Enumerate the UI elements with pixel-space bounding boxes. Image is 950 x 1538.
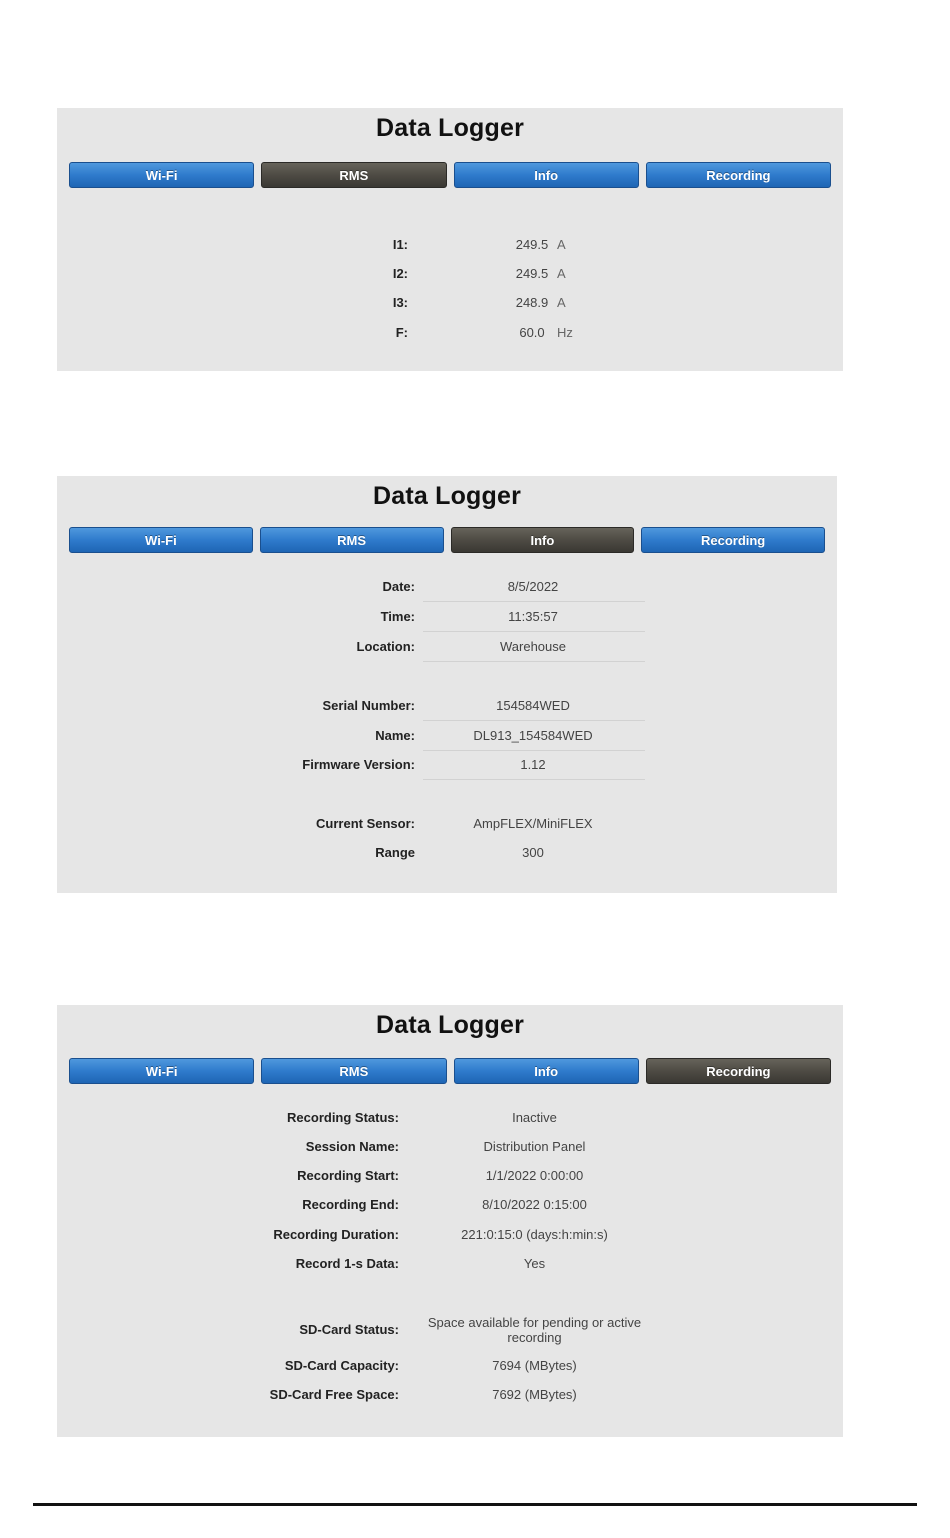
tab-bar: [69, 1058, 831, 1084]
rec-value: Yes: [523, 1256, 546, 1271]
info-row-name: [57, 728, 837, 758]
rec-row-sd-status: [57, 1315, 843, 1349]
info-value: 11:35:57: [508, 609, 558, 624]
rec-label: SD-Card Status:: [299, 1322, 399, 1337]
info-row-time: [57, 609, 837, 639]
info-row-date: [57, 579, 837, 609]
info-label: Serial Number:: [322, 698, 415, 713]
row-divider: [423, 720, 645, 721]
tab-rms[interactable]: RMS: [260, 527, 444, 553]
tab-bar: [69, 162, 831, 188]
rec-label: SD-Card Capacity:: [284, 1358, 399, 1373]
rec-row-end: [57, 1197, 843, 1227]
rms-label: F:: [395, 325, 408, 340]
row-divider: [423, 750, 645, 751]
info-label: Current Sensor:: [316, 816, 415, 831]
rec-label: Recording Status:: [287, 1110, 399, 1125]
tab-wifi[interactable]: Wi-Fi: [69, 1058, 254, 1084]
rms-value: 249.5: [515, 266, 549, 281]
rec-row-duration: [57, 1227, 843, 1257]
rec-row-start: [57, 1168, 843, 1198]
tab-info[interactable]: Info: [451, 527, 635, 553]
tab-info[interactable]: Info: [454, 162, 639, 188]
panel-title: Data Logger: [375, 114, 525, 142]
rms-label: I2:: [392, 266, 408, 281]
tab-recording[interactable]: Recording: [646, 162, 831, 188]
rms-row-f: [57, 325, 843, 355]
tab-wifi[interactable]: Wi-Fi: [69, 527, 253, 553]
tab-bar: [69, 527, 825, 553]
rec-row-sd-capacity: [57, 1358, 843, 1388]
panel-title: Data Logger: [372, 482, 522, 510]
info-value: 8/5/2022: [507, 579, 559, 594]
rms-unit: A: [557, 266, 566, 281]
rms-value: 60.0: [519, 325, 545, 340]
rms-value: 248.9: [515, 295, 549, 310]
info-row-location: [57, 639, 837, 669]
rec-value: 7694 (MBytes): [492, 1358, 577, 1373]
rec-label: SD-Card Free Space:: [269, 1387, 399, 1402]
info-label: Name:: [375, 728, 415, 743]
info-row-firmware: [57, 757, 837, 787]
rec-row-session: [57, 1139, 843, 1169]
tab-info[interactable]: Info: [454, 1058, 639, 1084]
rec-label: Recording Duration:: [273, 1227, 399, 1242]
rms-label: I1:: [392, 237, 408, 252]
rec-label: Recording Start:: [297, 1168, 399, 1183]
rec-label: Recording End:: [302, 1197, 399, 1212]
info-value: 154584WED: [496, 698, 570, 713]
rec-label: Record 1-s Data:: [295, 1256, 399, 1271]
recording-panel: [57, 1005, 843, 1437]
rec-row-sd-free: [57, 1387, 843, 1417]
info-row-sensor: [57, 816, 837, 846]
info-row-range: [57, 845, 837, 875]
rms-row-i2: [57, 266, 843, 296]
rms-unit: A: [557, 295, 566, 310]
info-label: Location:: [356, 639, 415, 654]
info-label: Time:: [380, 609, 415, 624]
rec-value: 1/1/2022 0:00:00: [485, 1168, 584, 1183]
info-value: Warehouse: [500, 639, 566, 654]
rec-value: Space available for pending or active recording: [427, 1315, 642, 1345]
rms-value: 249.5: [515, 237, 549, 252]
info-panel: [57, 476, 837, 893]
rms-panel: [57, 108, 843, 371]
rec-label: Session Name:: [305, 1139, 399, 1154]
tab-rms[interactable]: RMS: [261, 1058, 446, 1084]
info-row-serial: [57, 698, 837, 728]
rec-value: Distribution Panel: [483, 1139, 586, 1154]
info-value: DL913_154584WED: [473, 728, 593, 743]
rec-row-status: [57, 1110, 843, 1140]
row-divider: [423, 779, 645, 780]
rec-row-1s-data: [57, 1256, 843, 1286]
rec-value: Inactive: [512, 1110, 557, 1125]
info-label: Date:: [382, 579, 415, 594]
row-divider: [423, 601, 645, 602]
info-value: AmpFLEX/MiniFLEX: [473, 816, 593, 831]
info-label: Firmware Version:: [302, 757, 415, 772]
rms-unit: A: [557, 237, 566, 252]
tab-recording[interactable]: Recording: [641, 527, 825, 553]
rms-row-i1: [57, 237, 843, 267]
tab-wifi[interactable]: Wi-Fi: [69, 162, 254, 188]
tab-rms[interactable]: RMS: [261, 162, 446, 188]
rms-label: I3:: [392, 295, 408, 310]
info-label: Range: [375, 845, 415, 860]
panel-title: Data Logger: [375, 1011, 525, 1039]
row-divider: [423, 631, 645, 632]
rms-row-i3: [57, 295, 843, 325]
rec-value: 221:0:15:0 (days:h:min:s): [461, 1227, 608, 1242]
page-bottom-rule: [33, 1503, 917, 1506]
tab-recording[interactable]: Recording: [646, 1058, 831, 1084]
rec-value: 7692 (MBytes): [492, 1387, 577, 1402]
row-divider: [423, 661, 645, 662]
info-value: 1.12: [520, 757, 546, 772]
rec-value: 8/10/2022 0:15:00: [482, 1197, 587, 1212]
info-value: 300: [522, 845, 544, 860]
rms-unit: Hz: [557, 325, 573, 340]
